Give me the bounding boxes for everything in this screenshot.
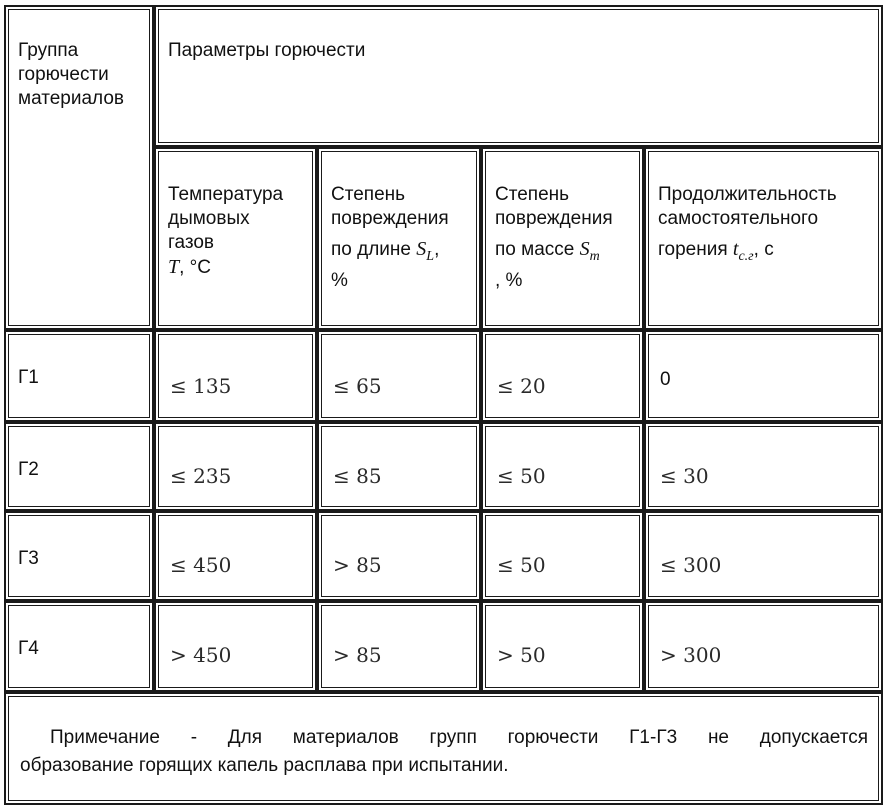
cell-value: > 450 [170,643,232,667]
note-line-2: образование горящих капель расплава при испытании. [20,755,509,776]
table-cell-value [644,511,883,601]
header-line: повреждения [331,208,449,229]
header-col-damage-mass-label [495,183,645,293]
prefix-text: горения [658,239,733,260]
group-label: Г1 [18,367,39,388]
header-line [658,237,880,269]
header-col-burning-time [644,147,883,330]
cell-value: ≤ 135 [170,374,232,398]
cell-value: ≤ 85 [333,464,382,488]
table-row-group-cell [4,511,154,601]
header-group-label [18,39,124,111]
table-cell-value [154,330,317,422]
table-cell-value [154,511,317,601]
header-col-damage-length [317,147,481,330]
table-row-group-cell [4,601,154,692]
header-line: Продолжительность [658,184,837,205]
unit-text: % [331,269,348,291]
header-group-cell [4,5,154,330]
table-cell-value [317,330,481,422]
table-cell-value [317,511,481,601]
table-row-group-cell [4,422,154,511]
table-cell-value [644,422,883,511]
table-cell-value [317,422,481,511]
table-cell-value [481,422,644,511]
table-row-group-cell [4,330,154,422]
header-line: дымовых [168,208,250,229]
table-cell-value [481,601,644,692]
header-group-line: Группа [18,40,79,61]
note-line-1: Примечание - Для материалов групп горючести Г1-Г3 не допускается [50,727,868,748]
group-label: Г3 [18,548,39,569]
cell-value: ≤ 50 [497,553,546,577]
header-line [495,237,645,269]
group-label: Г4 [18,638,39,659]
cell-value: > 300 [660,643,722,667]
header-line: газов [168,232,215,253]
header-params-cell [154,5,883,147]
header-line: самостоятельного [658,208,819,229]
unit-text: , °С [179,257,212,278]
table-note-cell [4,692,883,805]
math-subscript: m [589,248,600,264]
cell-value: ≤ 235 [170,464,232,488]
header-col-burning-time-label [658,183,880,269]
header-col-temperature [154,147,317,330]
header-line: Температура [168,184,284,205]
header-line: Степень [495,184,570,205]
math-symbol: t [732,238,739,260]
suffix-text: , [434,239,440,260]
cell-value: ≤ 50 [497,464,546,488]
cell-value: > 85 [333,643,382,667]
header-col-damage-length-label [331,183,481,293]
suffix-text: , с [753,239,774,260]
header-line [168,255,318,280]
header-line [331,237,481,269]
cell-value: ≤ 450 [170,553,232,577]
table-cell-value [317,601,481,692]
math-subscript: L [426,248,435,264]
flammability-table [4,5,883,805]
math-symbol: S [579,238,590,260]
table-cell-value [644,330,883,422]
header-params-label: Параметры горючести [168,40,366,61]
header-col-temperature-label [168,183,318,280]
header-group-line: горючести [18,64,109,85]
group-label: Г2 [18,459,39,480]
prefix-text: по длине [331,239,417,260]
cell-value: ≤ 65 [333,374,382,398]
cell-value: > 50 [497,643,546,667]
cell-value: > 85 [333,553,382,577]
cell-value: ≤ 20 [497,374,546,398]
cell-value: ≤ 30 [660,464,709,488]
prefix-text: по массе [495,239,580,260]
unit-text: , % [495,269,523,291]
header-col-damage-mass [481,147,644,330]
cell-value: 0 [660,369,671,390]
cell-value: ≤ 300 [660,553,722,577]
table-cell-value [154,601,317,692]
math-subscript: с.г [738,248,754,264]
table-cell-value [481,511,644,601]
header-line: повреждения [495,208,613,229]
math-symbol: T [168,256,180,278]
header-line: Степень [331,184,406,205]
math-symbol: S [416,238,427,260]
table-note [20,724,868,780]
table-cell-value [644,601,883,692]
header-group-line: материалов [18,88,124,109]
table-cell-value [481,330,644,422]
table-cell-value [154,422,317,511]
